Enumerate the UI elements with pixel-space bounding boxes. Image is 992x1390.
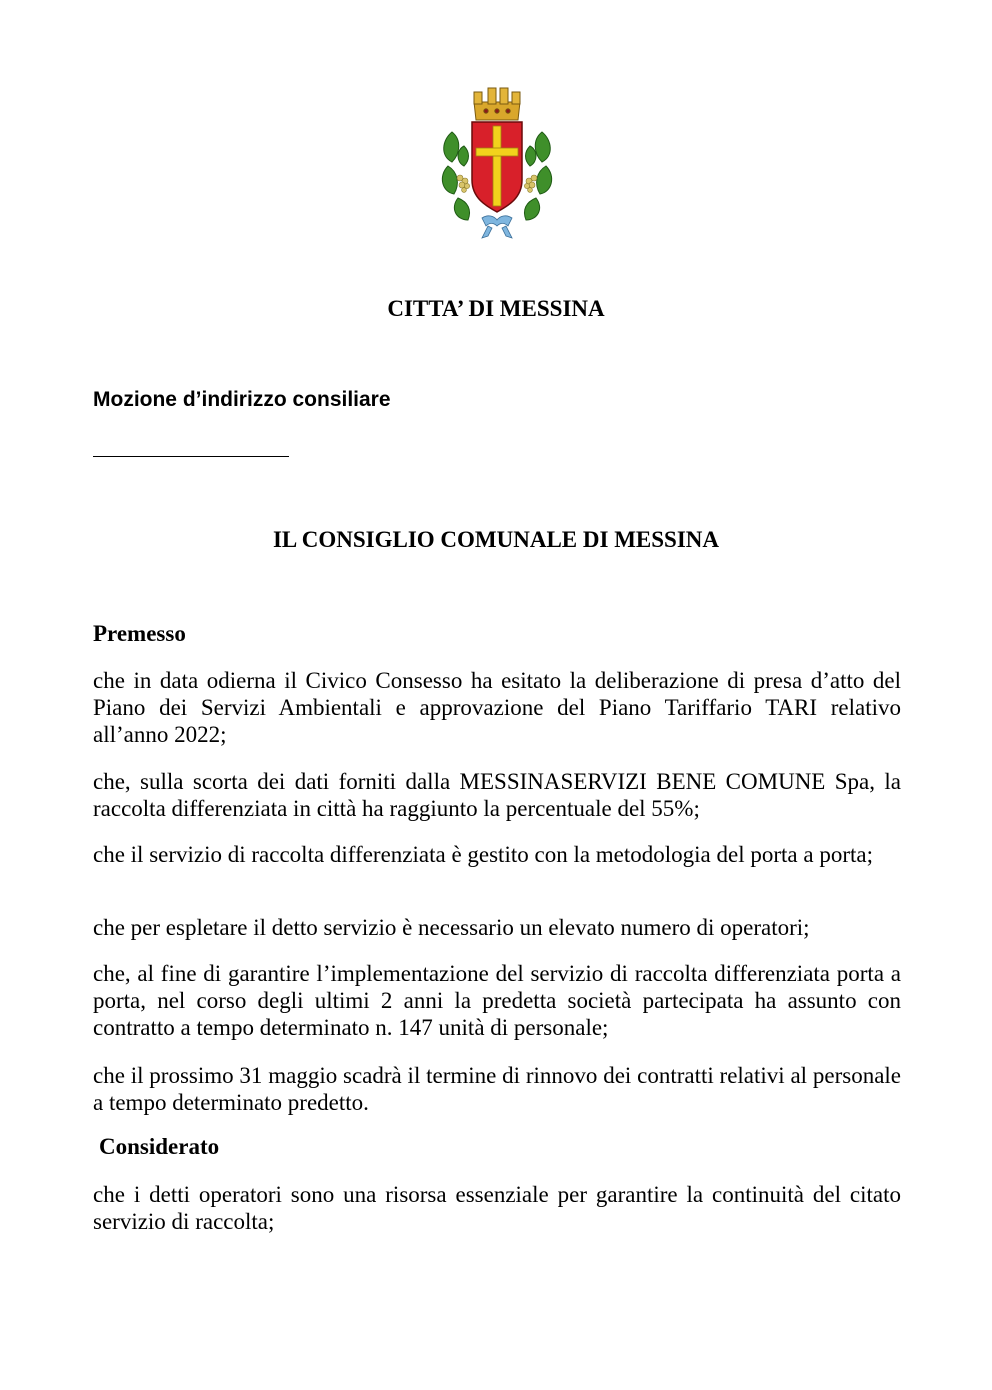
paragraph: che i detti operatori sono una risorsa essenziale per garantire la continuità del citato servizio di raccolta; [93,1182,901,1234]
paragraph: che il servizio di raccolta differenziata è gestito con la metodologia del porta a porta; [93,842,873,867]
section-heading-premesso: Premesso [93,621,186,646]
council-title: IL CONSIGLIO COMUNALE DI MESSINA [272,527,720,552]
left-vine-leaves [442,132,469,220]
motion-heading: Mozione d’indirizzo consiliare [93,388,391,411]
city-title: CITTA’ DI MESSINA [387,296,605,321]
mural-crown [474,88,520,120]
blue-ribbon [482,216,512,238]
signature-rule [93,456,289,457]
right-vine-leaves [524,132,551,220]
paragraph: che per espletare il detto servizio è necessario un elevato numero di operatori; [93,915,810,940]
paragraph: che il prossimo 31 maggio scadrà il termine di rinnovo dei contratti relativi al personale a tempo determinato predetto. [93,1063,901,1115]
section-heading-considerato: Considerato [99,1134,220,1159]
paragraph: che in data odierna il Civico Consesso ha esitato la deliberazione di presa d’atto del Piano dei Servizi Ambientali e approvazione del Piano Tariffario TARI relativo all’anno 2022; [93,668,901,747]
paragraph: che, al fine di garantire l’implementazione del servizio di raccolta differenziata porta a porta, nel corso degli ultimi 2 anni la predetta società partecipata ha assunto con contratto a tempo determinato n. 147 unità di personale; [93,961,901,1040]
messina-coat-of-arms-icon [438,80,556,240]
paragraph: che, sulla scorta dei dati forniti dalla MESSINASERVIZI BENE COMUNE Spa, la raccolta differenziata in città ha raggiunto la percentuale del 55%; [93,769,901,821]
